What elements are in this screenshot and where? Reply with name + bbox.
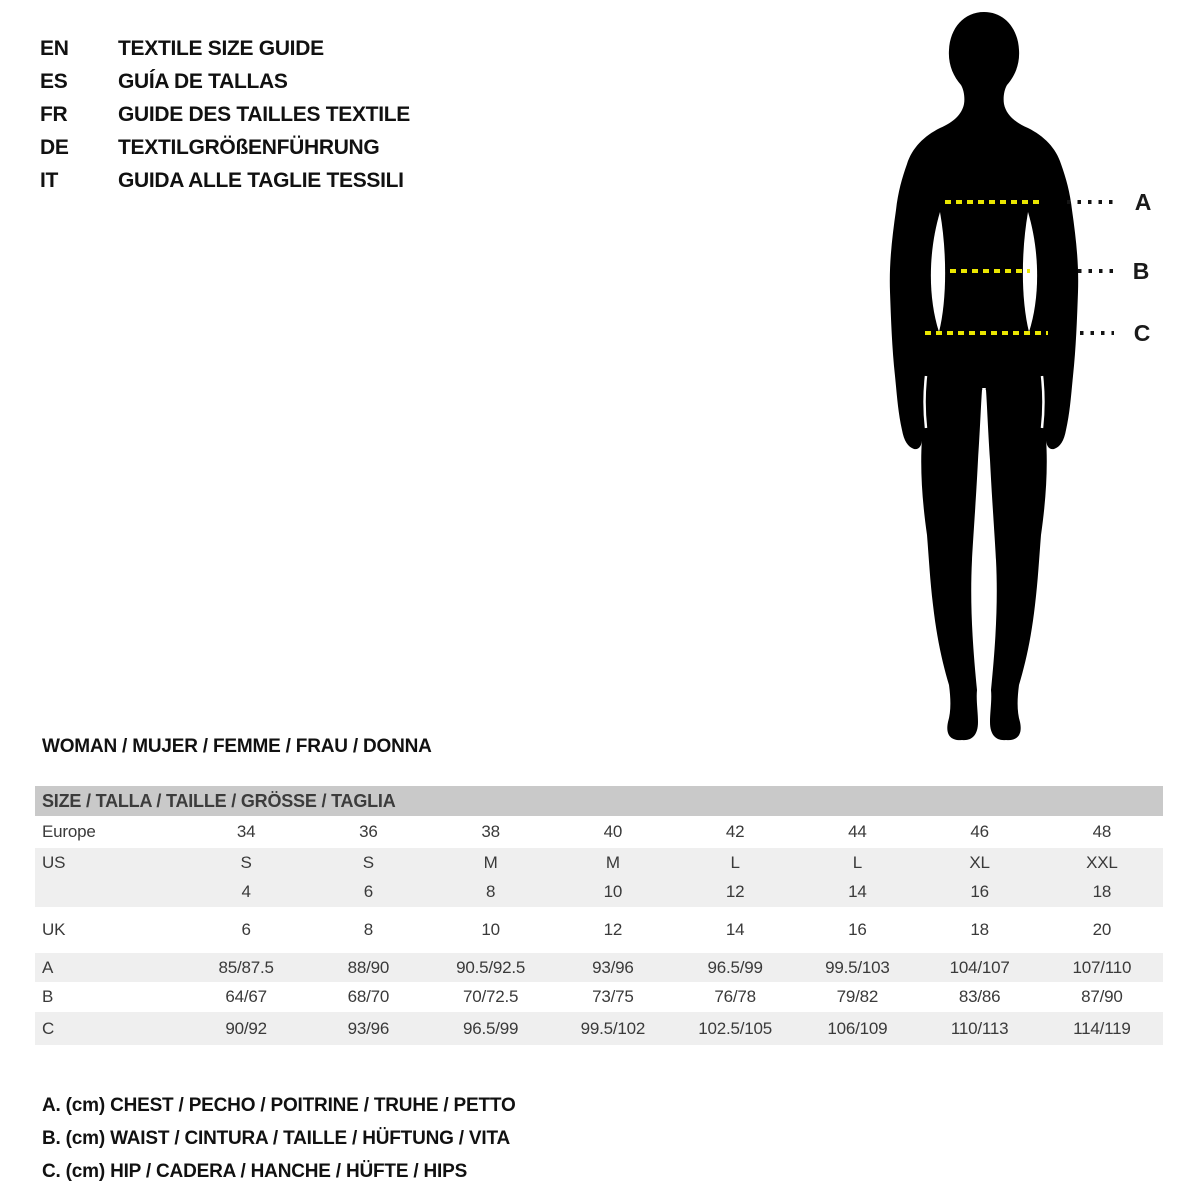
table-cell: M [483,852,498,872]
table-cell: 4 [241,882,251,901]
table-cell: L [730,852,740,872]
table-cell: 83/86 [958,987,1001,1006]
marker-label-c: C [1133,320,1151,346]
marker-label-a: A [1134,189,1152,215]
table-cell: M [605,852,620,872]
table-row [35,848,1163,877]
table-cell: 14 [725,920,745,939]
table-cell: XXL [1086,852,1118,872]
table-row [35,982,1163,1012]
language-row [40,98,410,131]
woman-silhouette [860,0,1200,760]
language-row [40,164,410,197]
table-cell: 114/119 [1073,1018,1131,1038]
size-table [35,786,1163,1045]
language-text: GUÍA DE TALLAS [118,70,288,93]
table-cell: 42 [725,822,745,841]
table-cell: 110/113 [950,1018,1009,1038]
table-cell: 73/75 [592,987,634,1006]
language-row [40,65,410,98]
language-list [40,32,410,197]
leg-gap [982,388,984,702]
body-silhouette-path [890,12,1078,740]
table-row [35,1012,1163,1045]
table-cell: 16 [848,920,867,939]
table-cell: 93/96 [592,957,634,977]
table-cell: 70/72.5 [462,987,519,1006]
row-label: Europe [42,822,96,841]
table-cell: 18 [1092,882,1112,901]
table-cell: 48 [1092,822,1112,841]
table-cell: 10 [481,920,500,939]
table-cell: 68/70 [347,987,390,1006]
table-cell: 18 [970,920,989,939]
table-cell: 64/67 [225,987,267,1006]
table-row [35,877,1163,907]
right-forearm-gap [1042,376,1044,428]
table-cell: 106/109 [827,1018,888,1038]
table-cell: 104/107 [949,957,1010,977]
language-code: EN [40,37,69,60]
row-label [35,877,185,907]
row-label: C [42,1018,55,1038]
language-text: TEXTILGRÖßENFÜHRUNG [118,136,380,159]
table-cell: 99.5/103 [825,957,890,977]
language-text: TEXTILE SIZE GUIDE [118,37,324,60]
table-row [35,816,1163,848]
row-label: A [42,957,54,977]
legend-line: C. (cm) HIP / CADERA / HANCHE / HÜFTE / HIPS [42,1161,468,1182]
table-cell: 93/96 [347,1018,390,1038]
table-cell: 12 [725,882,745,901]
table-cell: 87/90 [1081,987,1123,1006]
legend-line: A. (cm) CHEST / PECHO / POITRINE / TRUHE / PETTO [42,1095,516,1116]
table-row [35,907,1163,953]
language-code: ES [40,70,68,93]
table-cell: 79/82 [836,987,879,1006]
table-cell: 85/87.5 [218,957,274,977]
table-cell: 40 [603,822,623,841]
language-text: GUIDE DES TAILLES TEXTILE [118,103,410,126]
language-code: IT [40,169,59,192]
table-cell: 90.5/92.5 [456,957,526,977]
table-cell: 14 [848,882,867,901]
legend-line: B. (cm) WAIST / CINTURA / TAILLE / HÜFTUNG / VITA [42,1128,510,1149]
table-cell: 34 [236,822,256,841]
table-cell: 38 [481,822,500,841]
table-cell: S [240,852,252,872]
table-cell: 6 [241,920,251,939]
table-cell: 102.5/105 [698,1018,773,1038]
marker-label-b: B [1132,258,1150,284]
table-cell: 8 [363,920,373,939]
row-label: UK [42,920,66,939]
table-cell: 76/78 [714,987,756,1006]
table-cell: 20 [1092,920,1112,939]
table-cell: 16 [970,882,989,901]
table-cell: 46 [970,822,989,841]
measurement-legend [42,1089,516,1188]
table-cell: 107/110 [1072,957,1132,977]
table-cell: 96.5/99 [462,1018,519,1038]
figure-area [860,0,1200,760]
size-table-body [35,816,1163,1045]
table-cell: XL [969,852,990,872]
left-forearm-gap [925,376,927,428]
table-cell: 10 [603,882,623,901]
table-cell: 44 [848,822,867,841]
language-text: GUIDA ALLE TAGLIE TESSILI [118,169,404,192]
table-cell: S [362,852,374,872]
table-row [35,953,1163,982]
table-cell: 96.5/99 [707,957,763,977]
language-code: FR [40,103,68,126]
section-title: WOMAN / MUJER / FEMME / FRAU / DONNA [42,736,432,757]
language-row [40,32,410,65]
table-cell: 99.5/102 [580,1018,646,1038]
table-cell: 88/90 [347,957,390,977]
table-cell: 90/92 [225,1018,267,1038]
table-cell: 8 [485,882,496,901]
row-label: US [42,852,66,872]
language-code: DE [40,136,69,159]
language-row [40,131,410,164]
row-label: B [42,987,54,1006]
table-cell: 6 [363,882,373,901]
size-table-header: SIZE / TALLA / TAILLE / GRÖSSE / TAGLIA [35,786,1163,816]
table-cell: 12 [603,920,623,939]
table-cell: L [852,852,862,872]
table-cell: 36 [359,822,378,841]
